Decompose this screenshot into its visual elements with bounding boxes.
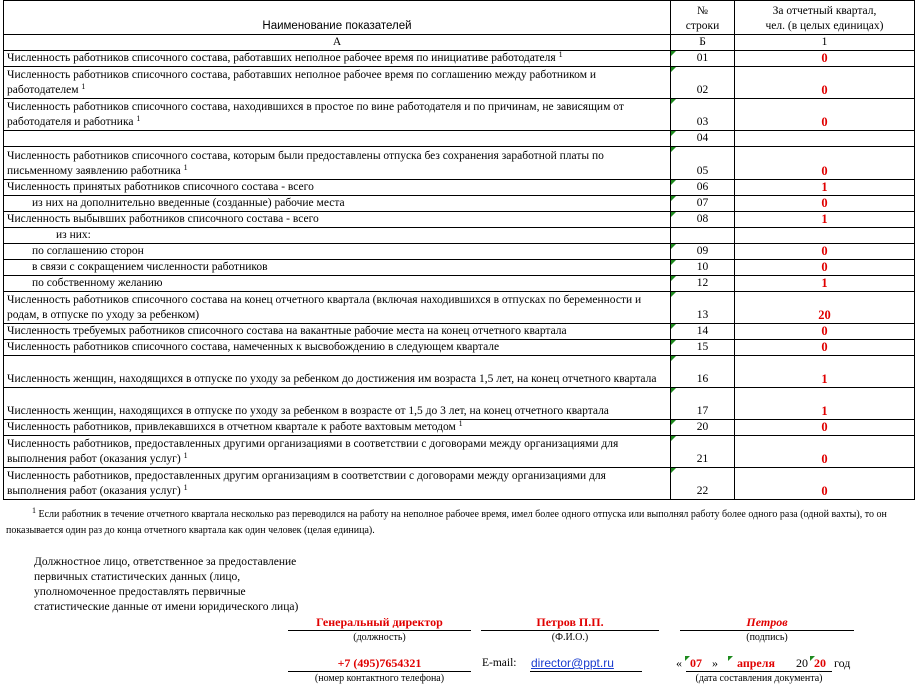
- footnote-ref: 1: [81, 82, 86, 91]
- cell-marker-icon: [671, 196, 676, 201]
- row-value[interactable]: [735, 147, 915, 180]
- cell-marker-icon: [671, 420, 676, 425]
- table-row: [4, 436, 915, 468]
- row-value-text: 0: [821, 420, 828, 434]
- row-code: 09: [671, 244, 735, 260]
- cell-marker-icon: [671, 147, 676, 152]
- row-label: [4, 388, 671, 420]
- footnote-ref: 1: [136, 114, 141, 123]
- row-label: [4, 212, 671, 228]
- row-value[interactable]: [735, 244, 915, 260]
- row-label: [4, 228, 671, 244]
- cell-marker-icon: [671, 244, 676, 249]
- subheader-a: А: [4, 35, 671, 51]
- cell-marker-icon: [671, 67, 676, 72]
- email-link[interactable]: director@ppt.ru: [531, 656, 614, 670]
- row-label-text: Численность работников списочного состава на конец отчетного квартала (включая находившихся в отпусках по беременности и родам, в отпуске по уходу за ребенком): [7, 294, 642, 321]
- row-label: [4, 51, 671, 67]
- table-row: [4, 324, 915, 340]
- date-caption: (дата составления документа): [695, 673, 823, 684]
- footnote-ref: 1: [183, 483, 188, 492]
- name-block: [481, 615, 659, 645]
- table-row: [4, 356, 915, 388]
- row-code: 08: [671, 212, 735, 228]
- row-code: 06: [671, 180, 735, 196]
- cell-marker-icon: [671, 292, 676, 297]
- row-code: 04: [671, 131, 735, 147]
- table-row: [4, 99, 915, 131]
- row-label-text: Численность требуемых работников списочного состава на вакантные рабочие места на конец отчетного квартала: [7, 325, 567, 337]
- sign-block: [680, 615, 854, 645]
- responsible-person-text: Должностное лицо, ответственное за предоставление первичных статистических данных (лицо, уполномоченное предоставлять первичные статистические данные от имени юридического лица): [34, 556, 299, 613]
- row-value-text: 0: [821, 260, 828, 274]
- row-label-text: Численность выбывших работников списочного состава - всего: [7, 213, 319, 225]
- cell-marker-icon: [671, 388, 676, 393]
- row-label-text: по собственному желанию: [32, 277, 163, 289]
- name-value[interactable]: Петров П.П.: [536, 615, 604, 629]
- cell-marker-icon: [671, 180, 676, 185]
- table-row: [4, 212, 915, 228]
- row-value-text: 0: [821, 115, 828, 129]
- row-value[interactable]: [735, 67, 915, 99]
- row-label-text: Численность работников списочного состава, работавших неполное рабочее время по инициативе работодателя: [7, 52, 556, 64]
- row-value[interactable]: [735, 51, 915, 67]
- row-code: 05: [671, 147, 735, 180]
- row-label: [4, 147, 671, 180]
- row-value[interactable]: [735, 468, 915, 500]
- report-table: [3, 0, 915, 500]
- row-value[interactable]: [735, 196, 915, 212]
- row-value-text: 0: [821, 196, 828, 210]
- row-label-text: в связи с сокращением численности работников: [32, 261, 268, 273]
- date-month-marker: [728, 656, 733, 661]
- row-value[interactable]: [735, 356, 915, 388]
- cell-marker-icon: [671, 276, 676, 281]
- row-value-text: 0: [821, 51, 828, 65]
- row-code: 10: [671, 260, 735, 276]
- row-label-text: Численность работников, предоставленных другими организациями в соответствии с договорами между организациями для выполнения работ (оказания услуг): [7, 438, 619, 465]
- sign-value[interactable]: Петров: [746, 615, 788, 629]
- table-row: [4, 196, 915, 212]
- row-value[interactable]: [735, 324, 915, 340]
- table-row: [4, 147, 915, 180]
- footnote-ref: 1: [183, 451, 188, 460]
- row-code: 03: [671, 99, 735, 131]
- table-row: [4, 388, 915, 420]
- date-day[interactable]: 07: [690, 656, 702, 670]
- row-label: [4, 196, 671, 212]
- header-code: № строки: [671, 1, 735, 35]
- row-label-text: Численность принятых работников списочного состава - всего: [7, 181, 314, 193]
- table-row: [4, 67, 915, 99]
- row-label: [4, 292, 671, 324]
- row-label-text: Численность работников списочного состава, намеченных к высвобождению в следующем квартале: [7, 341, 500, 353]
- subheader-b: Б: [671, 35, 735, 51]
- row-value-text: 0: [821, 484, 828, 498]
- table-row: [4, 292, 915, 324]
- row-label: [4, 276, 671, 292]
- cell-marker-icon: [671, 131, 676, 136]
- footnote-ref: 1: [458, 419, 463, 428]
- phone-value[interactable]: +7 (495)7654321: [337, 656, 422, 670]
- sign-caption: (подпись): [746, 632, 788, 643]
- row-value-text: 1: [821, 212, 828, 226]
- row-code: 01: [671, 51, 735, 67]
- date-year-prefix: 20: [796, 656, 808, 670]
- cell-marker-icon: [671, 436, 676, 441]
- row-label: [4, 420, 671, 436]
- subheader-1: 1: [735, 35, 915, 51]
- row-value[interactable]: [735, 131, 915, 147]
- footnote-ref: 1: [558, 50, 563, 59]
- row-value-text: 1: [821, 180, 828, 194]
- table-row: [4, 228, 915, 244]
- row-value-text: 0: [821, 324, 828, 338]
- row-value-text: 1: [821, 404, 828, 418]
- table-row: [4, 420, 915, 436]
- row-label: [4, 436, 671, 468]
- email-line: [530, 671, 642, 672]
- row-value-text: 0: [821, 83, 828, 97]
- row-label: [4, 356, 671, 388]
- row-label: [4, 99, 671, 131]
- row-code: 07: [671, 196, 735, 212]
- row-code: 20: [671, 420, 735, 436]
- row-value-text: 0: [821, 452, 828, 466]
- row-label-text: Численность женщин, находящихся в отпуске по уходу за ребенком до достижения им возраста 1,5 лет, на конец отчетного квартала: [7, 373, 657, 385]
- row-label-text: Численность работников списочного состава, работавших неполное рабочее время по соглашению между работником и работодателем: [7, 69, 597, 96]
- table-row: [4, 260, 915, 276]
- cell-marker-icon: [671, 468, 676, 473]
- row-value-text: 0: [821, 244, 828, 258]
- cell-marker-icon: [671, 356, 676, 361]
- row-value-text: 1: [821, 276, 828, 290]
- date-year[interactable]: 20: [814, 656, 826, 670]
- phone-block: [288, 656, 471, 686]
- cell-marker-icon: [671, 340, 676, 345]
- row-value[interactable]: [735, 260, 915, 276]
- row-label: [4, 180, 671, 196]
- cell-marker-icon: [671, 51, 676, 56]
- row-code: 02: [671, 67, 735, 99]
- table-row: [4, 276, 915, 292]
- row-label-text: из них:: [56, 229, 91, 241]
- row-label-text: Численность работников списочного состава, которым были предоставлены отпуска без сохранения заработной платы по письменному заявлению работника: [7, 150, 604, 177]
- row-value[interactable]: [735, 228, 915, 244]
- row-label: [4, 260, 671, 276]
- row-value[interactable]: [735, 420, 915, 436]
- row-value[interactable]: [735, 340, 915, 356]
- row-label-text: из них на дополнительно введенные (созданные) рабочие места: [32, 197, 345, 209]
- row-code: 13: [671, 292, 735, 324]
- footnote-ref: 1: [183, 163, 188, 172]
- row-label-text: Численность женщин, находящихся в отпуске по уходу за ребенком в возрасте от 1,5 до 3 лет, на конец отчетного квартала: [7, 405, 609, 417]
- row-label: [4, 340, 671, 356]
- row-code: 12: [671, 276, 735, 292]
- row-label: [4, 244, 671, 260]
- row-label-text: по соглашению сторон: [32, 245, 144, 257]
- header-value: За отчетный квартал, чел. (в целых единицах): [735, 1, 915, 35]
- row-code: 16: [671, 356, 735, 388]
- table-subheader-row: [4, 35, 915, 51]
- row-value[interactable]: [735, 99, 915, 131]
- date-quote-open: «: [676, 656, 682, 670]
- row-code: 14: [671, 324, 735, 340]
- phone-caption: (номер контактного телефона): [314, 673, 445, 684]
- row-label-text: Численность работников списочного состава, находившихся в простое по вине работодателя и по причинам, не зависящим от работодателя и работника: [7, 101, 624, 128]
- row-label: [4, 67, 671, 99]
- position-caption: (должность): [353, 632, 406, 643]
- row-value-text: 20: [818, 308, 831, 322]
- row-label: [4, 324, 671, 340]
- position-value[interactable]: Генеральный директор: [316, 615, 443, 629]
- row-code: 22: [671, 468, 735, 500]
- row-value-text: 1: [821, 372, 828, 386]
- row-value[interactable]: [735, 180, 915, 196]
- row-code: 17: [671, 388, 735, 420]
- table-row: [4, 468, 915, 500]
- row-code: 21: [671, 436, 735, 468]
- table-row: [4, 244, 915, 260]
- date-year-suffix: год: [834, 656, 851, 670]
- row-label: [4, 131, 671, 147]
- row-code: [671, 228, 735, 244]
- header-name: Наименование показателей: [4, 1, 671, 35]
- footnote: [6, 507, 916, 539]
- row-label: [4, 468, 671, 500]
- name-caption: (Ф.И.О.): [551, 632, 589, 643]
- date-month[interactable]: апреля: [737, 656, 775, 670]
- row-value-text: 0: [821, 164, 828, 178]
- cell-marker-icon: [671, 324, 676, 329]
- table-row: [4, 51, 915, 67]
- row-value[interactable]: [735, 292, 915, 324]
- row-value[interactable]: [735, 276, 915, 292]
- table-header-row: [4, 1, 915, 35]
- date-quote-close: »: [712, 656, 718, 670]
- row-code: 15: [671, 340, 735, 356]
- table-row: [4, 340, 915, 356]
- email-label: E-mail:: [482, 657, 517, 669]
- footnote-text: Если работник в течение отчетного квартала несколько раз переводился на работу на неполное рабочее время, имел более одного отпуска или выполнял работу более одного раза (одной вахты), то он показывается один раз до конца отчетного квартала как один человек (целая единица).: [6, 509, 887, 536]
- date-caption-block: [686, 671, 832, 686]
- cell-marker-icon: [671, 99, 676, 104]
- row-label-text: Численность работников, привлекавшихся в отчетном квартале к работе вахтовым методом: [7, 421, 456, 433]
- table-row: [4, 180, 915, 196]
- row-label-text: Численность работников, предоставленных другим организациям в соответствии с договорами между организациями для выполнения работ (оказания услуг): [7, 470, 606, 497]
- row-value[interactable]: [735, 212, 915, 228]
- row-value[interactable]: [735, 388, 915, 420]
- row-value-text: 0: [821, 340, 828, 354]
- cell-marker-icon: [671, 212, 676, 217]
- footnote-mark: 1: [32, 506, 36, 515]
- table-row: [4, 131, 915, 147]
- row-value[interactable]: [735, 436, 915, 468]
- position-block: [288, 615, 471, 645]
- cell-marker-icon: [671, 260, 676, 265]
